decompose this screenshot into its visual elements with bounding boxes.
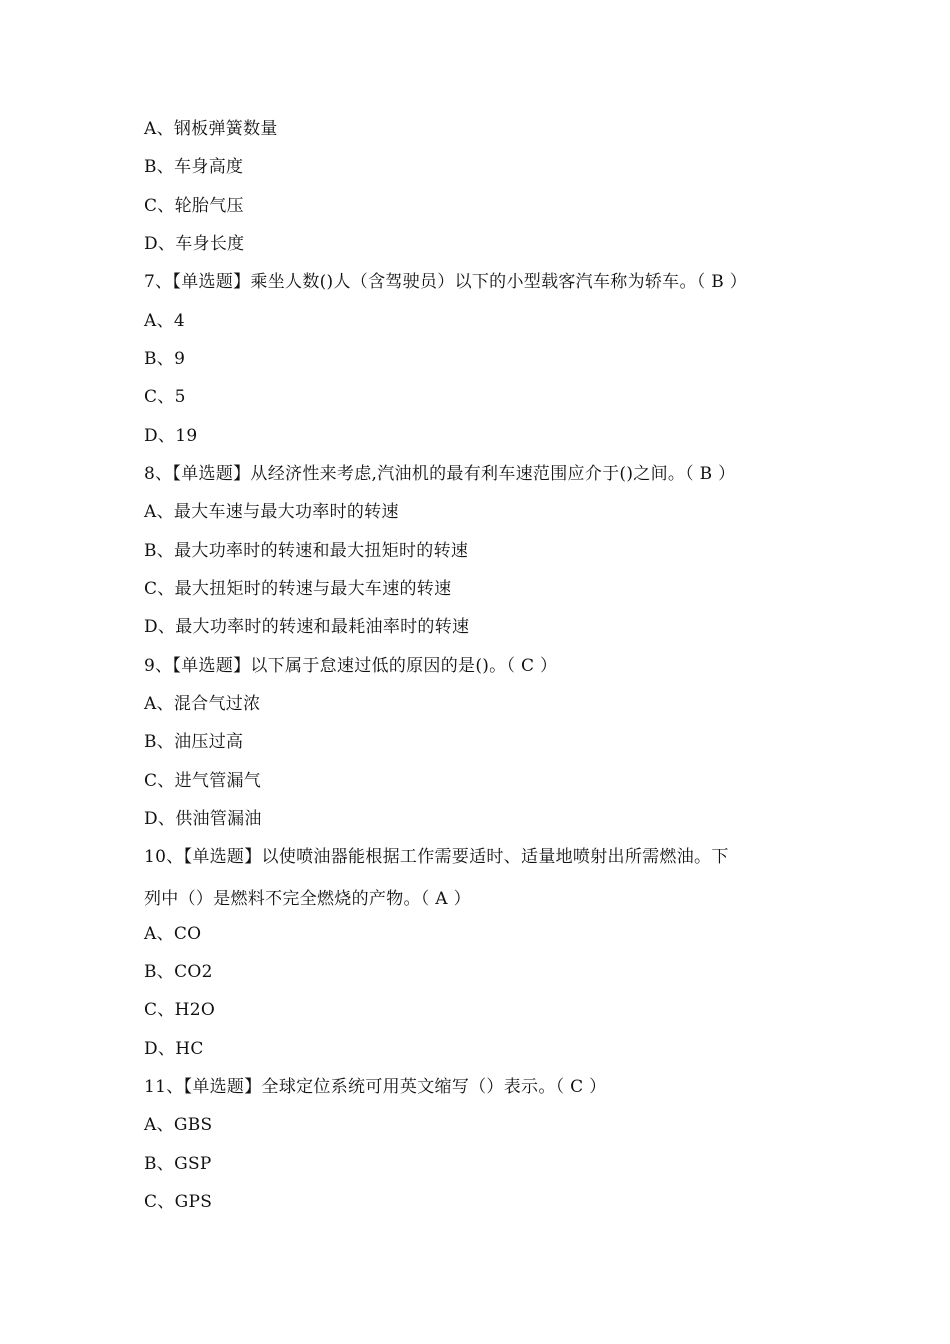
option-10b: B、CO2 bbox=[144, 962, 213, 982]
option-7d: D、19 bbox=[144, 426, 198, 446]
option-8a: A、最大车速与最大功率时的转速 bbox=[144, 502, 399, 522]
option-6a: A、钢板弹簧数量 bbox=[144, 119, 278, 139]
option-7b: B、9 bbox=[144, 349, 186, 369]
option-10d: D、HC bbox=[144, 1039, 204, 1059]
option-9b: B、油压过高 bbox=[144, 732, 244, 752]
option-8d: D、最大功率时的转速和最耗油率时的转速 bbox=[144, 617, 470, 637]
option-8b: B、最大功率时的转速和最大扭矩时的转速 bbox=[144, 541, 469, 561]
option-9d: D、供油管漏油 bbox=[144, 809, 262, 829]
option-6d: D、车身长度 bbox=[144, 234, 245, 254]
question-7: 7、【单选题】乘坐人数()人（含驾驶员）以下的小型载客汽车称为轿车。（ B ） bbox=[144, 272, 748, 292]
question-8: 8、【单选题】从经济性来考虑,汽油机的最有利车速范围应介于()之间。（ B ） bbox=[144, 464, 736, 484]
option-8c: C、最大扭矩时的转速与最大车速的转速 bbox=[144, 579, 452, 599]
question-9: 9、【单选题】以下属于怠速过低的原因的是()。（ C ） bbox=[144, 656, 558, 676]
option-6c: C、轮胎气压 bbox=[144, 196, 244, 216]
option-6b: B、车身高度 bbox=[144, 157, 244, 177]
option-9c: C、进气管漏气 bbox=[144, 771, 262, 791]
option-10a: A、CO bbox=[144, 924, 202, 944]
question-11: 11、【单选题】全球定位系统可用英文缩写（）表示。（ C ） bbox=[144, 1077, 607, 1097]
question-10-line-1: 10、【单选题】以使喷油器能根据工作需要适时、适量地喷射出所需燃油。下 bbox=[144, 847, 729, 867]
option-10c: C、H2O bbox=[144, 1000, 216, 1020]
option-9a: A、混合气过浓 bbox=[144, 694, 261, 714]
option-11b: B、GSP bbox=[144, 1154, 212, 1174]
option-11a: A、GBS bbox=[144, 1115, 213, 1135]
question-10-line-2: 列中（）是燃料不完全燃烧的产物。（ A ） bbox=[144, 889, 471, 909]
option-7c: C、5 bbox=[144, 387, 186, 407]
option-7a: A、4 bbox=[144, 311, 185, 331]
option-11c: C、GPS bbox=[144, 1192, 213, 1212]
